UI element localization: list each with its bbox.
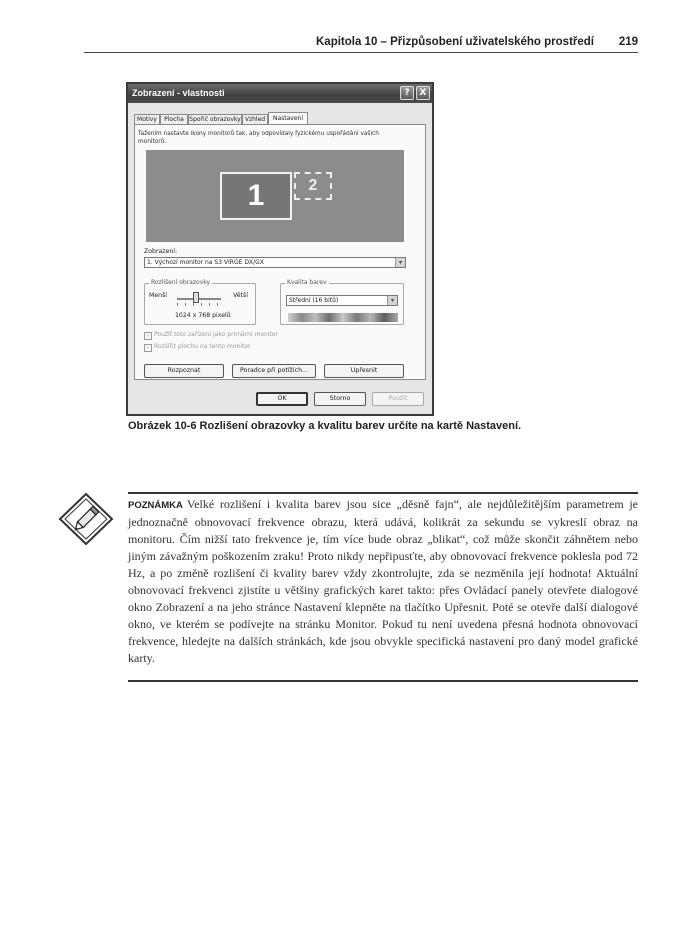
figure-caption: Obrázek 10-6 Rozlišení obrazovky a kvalitu barev určíte na kartě Nastavení. — [128, 420, 522, 432]
close-button[interactable]: X — [416, 86, 430, 100]
monitor-2[interactable]: 2 — [294, 172, 332, 200]
tab-vzhled[interactable]: Vzhled — [242, 114, 268, 124]
apply-button[interactable]: Použít — [372, 392, 424, 406]
ok-button[interactable]: OK — [256, 392, 308, 406]
color-quality-value: Střední (16 bitů) — [289, 297, 339, 304]
resolution-slider-track[interactable] — [177, 298, 221, 300]
intro-text: Tažením nastavte ikony monitorů tak, aby odpovídaly fyzickému uspořádání vašich monitorů. — [138, 131, 379, 145]
tab-motivy[interactable]: Motivy — [134, 114, 160, 124]
display-label: Zobrazení: — [144, 248, 178, 255]
pencil-note-icon — [56, 490, 116, 548]
primary-monitor-checkbox[interactable] — [144, 331, 278, 340]
resolution-value: 1024 x 768 pixelů — [175, 312, 231, 319]
note-rule-bottom — [128, 680, 638, 682]
checkbox-check-icon: ✓ — [145, 333, 151, 339]
extend-desktop-label: Rozšířit plochu na tento monitor — [154, 343, 251, 350]
cancel-button[interactable]: Storno — [314, 392, 366, 406]
display-select[interactable] — [144, 257, 406, 268]
color-quality-legend: Kvalita barev — [287, 279, 327, 286]
color-preview-bar — [288, 313, 398, 322]
note-paragraph — [128, 496, 638, 667]
monitor-1[interactable]: 1 — [220, 172, 292, 220]
tab-screensaver[interactable]: Spořič obrazovky — [189, 116, 241, 123]
help-button[interactable]: ? — [400, 86, 414, 100]
advanced-button[interactable]: Upřesnit — [324, 364, 404, 378]
tab-plocha[interactable]: Plocha — [160, 114, 188, 124]
page-number: 219 — [618, 36, 638, 48]
chevron-down-icon: ▾ — [387, 296, 397, 305]
tab-nastaveni[interactable]: Nastavení — [268, 112, 308, 125]
extend-desktop-checkbox[interactable] — [144, 343, 251, 352]
chapter-title: Kapitola 10 – Přizpůsobení uživatelského prostředí — [316, 36, 594, 48]
header-rule — [84, 52, 638, 53]
resolution-legend: Rozlišení obrazovky — [151, 279, 211, 286]
resolution-slider-thumb[interactable] — [193, 292, 199, 303]
checkbox-check-icon: ✓ — [145, 345, 151, 351]
identify-button[interactable]: Rozpoznat — [144, 364, 224, 378]
display-select-value: 1. Výchozí monitor na S3 VIRGE DX/GX — [147, 259, 264, 266]
dialog-title: Zobrazení - vlastnosti — [132, 88, 225, 98]
running-header — [84, 34, 638, 52]
less-label: Menší — [149, 292, 168, 299]
slider-ticks — [177, 303, 221, 306]
monitor-arrangement — [146, 150, 404, 242]
chevron-down-icon: ▾ — [395, 258, 405, 267]
troubleshoot-button[interactable]: Poradce při potížích... — [232, 364, 316, 378]
display-properties-dialog — [126, 82, 434, 416]
primary-monitor-label: Použít toto zařízení jako primární monitor — [154, 331, 278, 338]
color-quality-select[interactable] — [286, 295, 398, 306]
dialog-titlebar[interactable] — [128, 84, 432, 103]
note-rule-top — [128, 492, 638, 494]
more-label: Větší — [233, 292, 248, 299]
note-body: Velké rozlišení i kvalita barev jsou sice „děsně fajn“, ale nejdůležitějším parametrem je jednoznačně obnovovací frekvence obrazu, která udává, kolikrát za sekundu se vykreslí obraz na monitoru. Čím nižší tato frekvence je, tím více bude obraz „blikat“, což může skončit záhnětem nebo jiným závažným poškozením zraku! Proto nikdy nepřipusťte, aby obnovovací frekvence poklesla pod 72 Hz, a po změně rozlišení či kvality barev vždy zkontrolujte, zda se nezměnila její hodnota! Aktuální obnovovací frekvenci zjistíte u většiny grafických karet takto: přes Ovládací panely otevřete dialogové okno Zobrazení a na jeho stránce Nastavení klepněte na tlačítko Upřesnit. Poté se otevře další dialogové okno, ve kterém se podívejte na stránku Monitor. Pokud tu není uvedena přesná hodnota obnovovací frekvence, hledejte na dalších stránkách, kde jsou obvykle specifická nastavení pro daný model grafické karty. — [128, 497, 638, 665]
note-label: POZNÁMKA — [128, 500, 183, 511]
resolution-group — [144, 279, 256, 325]
